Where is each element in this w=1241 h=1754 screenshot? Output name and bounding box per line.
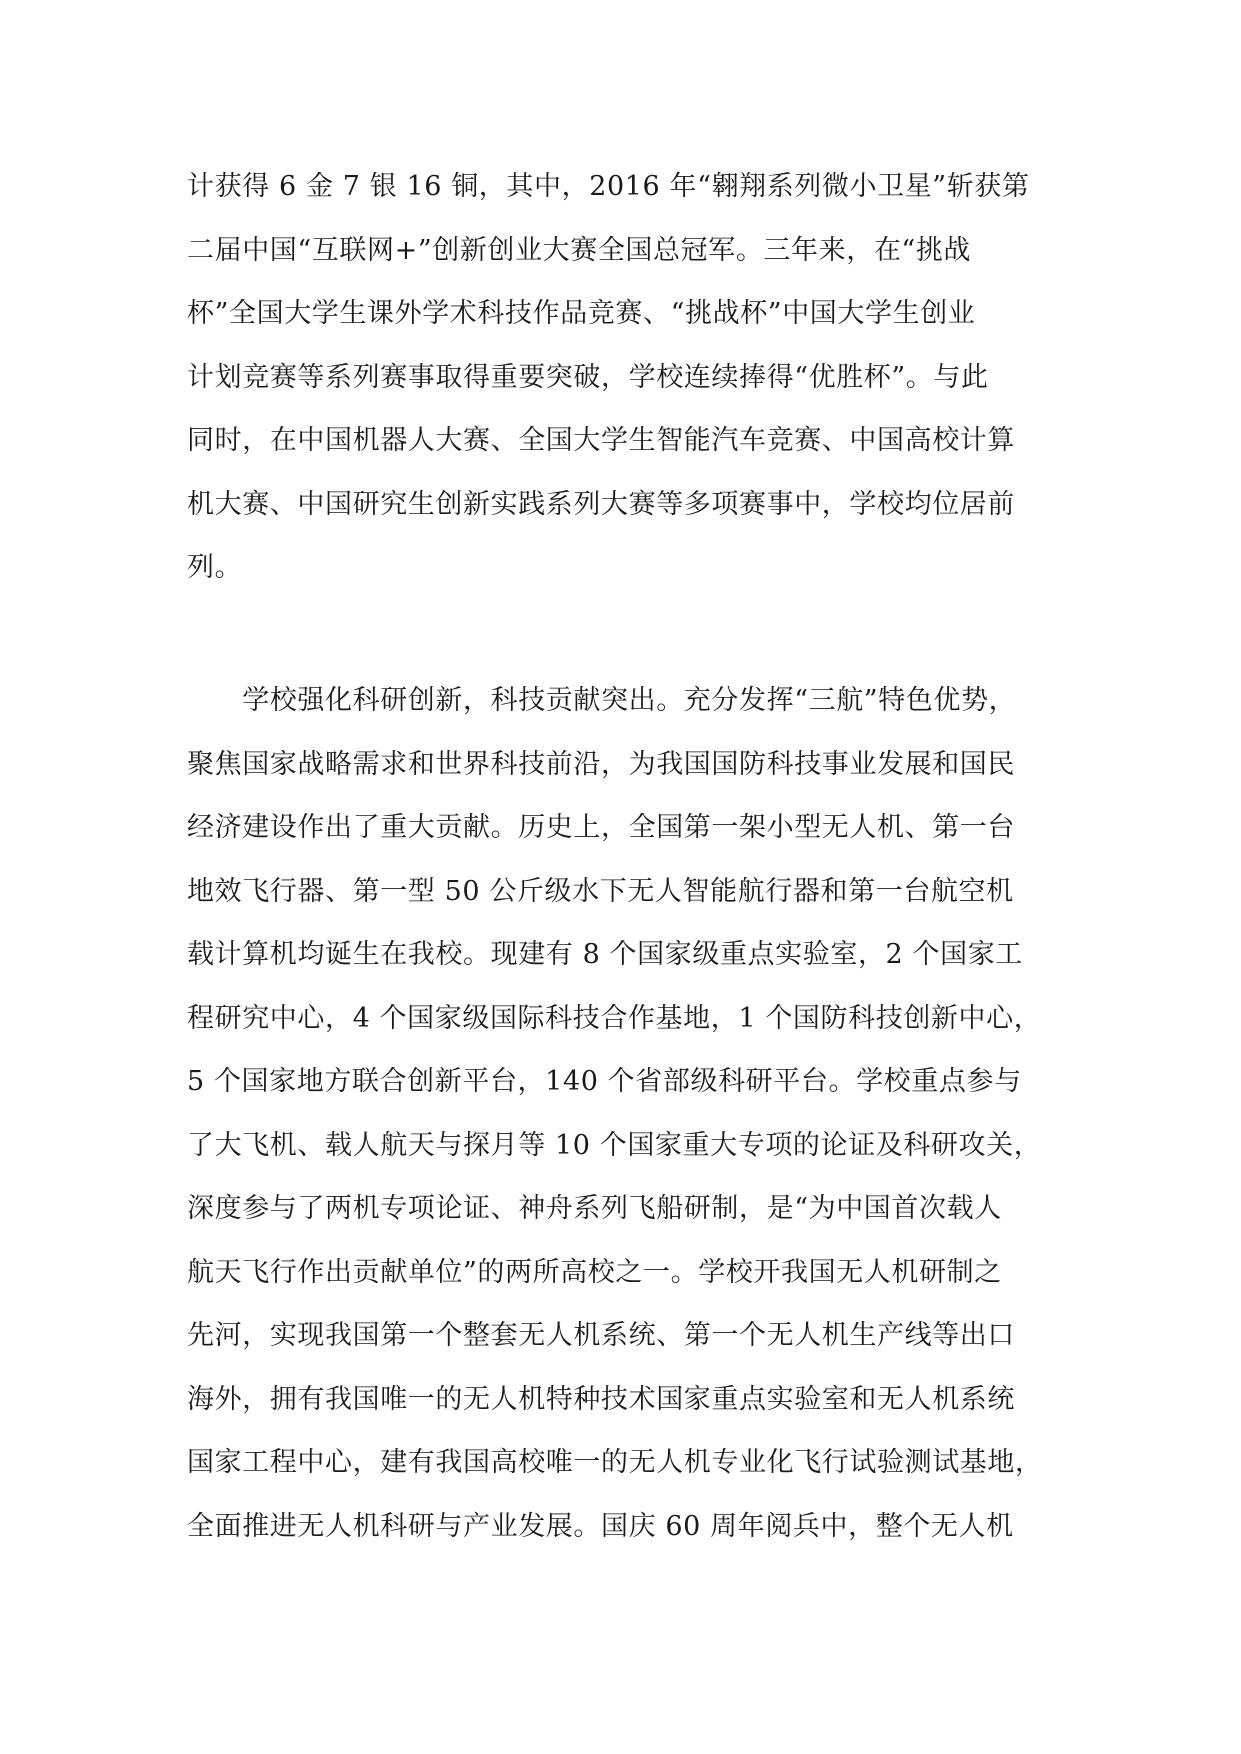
text-line: 经济建设作出了重大贡献。历史上，全国第一架小型无人机、第一台 (187, 812, 1015, 843)
text-line: 机大赛、中国研究生创新实践系列大赛等多项赛事中，学校均位居前 (187, 488, 1015, 520)
text-line: 聚焦国家战略需求和世界科技前沿，为我国国防科技事业发展和国民 (187, 748, 1015, 780)
text-line: 同时，在中国机器人大赛、全国大学生智能汽车竞赛、中国高校计算 (187, 425, 1015, 456)
text-line: 程研究中心，4 个国家级国际科技合作基地，1 个国防科技创新中心， (187, 1002, 1042, 1034)
text-line: 计划竞赛等系列赛事取得重要突破，学校连续捧得“优胜杯”。与此 (187, 361, 989, 393)
text-line: 杯”全国大学生课外学术科技作品竞赛、“挑战杯”中国大学生创业 (187, 298, 976, 329)
text-line: 航天飞行作出贡献单位”的两所高校之一。学校开我国无人机研制之 (187, 1256, 1002, 1288)
paragraph-competitions (187, 155, 1057, 600)
text-line: 二届中国“互联网+”创新创业大赛全国总冠军。三年来，在“挑战 (187, 234, 972, 266)
paragraph-research (187, 669, 1057, 1558)
text-line: 先河，实现我国第一个整套无人机系统、第一个无人机生产线等出口 (187, 1320, 1015, 1351)
text-line: 深度参与了两机专项论证、神舟系列飞船研制，是“为中国首次载人 (187, 1193, 1002, 1224)
text-line: 了大飞机、载人航天与探月等 10 个国家重大专项的论证及科研攻关， (187, 1129, 1042, 1161)
text-line: 学校强化科研创新，科技贡献突出。充分发挥“三航”特色优势， (187, 685, 1017, 716)
text-line: 海外，拥有我国唯一的无人机特种技术国家重点实验室和无人机系统 (187, 1383, 1015, 1415)
text-line: 5 个国家地方联合创新平台，140 个省部级科研平台。学校重点参与 (187, 1066, 1022, 1097)
text-line: 计获得 6 金 7 银 16 铜，其中，2016 年“翱翔系列微小卫星”斩获第 (187, 171, 1030, 202)
text-line: 列。 (187, 552, 243, 583)
text-line: 国家工程中心，建有我国高校唯一的无人机专业化飞行试验测试基地， (187, 1447, 1043, 1478)
text-line: 载计算机均诞生在我校。现建有 8 个国家级重点实验室，2 个国家工 (187, 939, 1023, 970)
text-line: 地效飞行器、第一型 50 公斤级水下无人智能航行器和第一台航空机 (187, 875, 1014, 907)
text-line: 全面推进无人机科研与产业发展。国庆 60 周年阅兵中，整个无人机 (187, 1510, 1014, 1542)
